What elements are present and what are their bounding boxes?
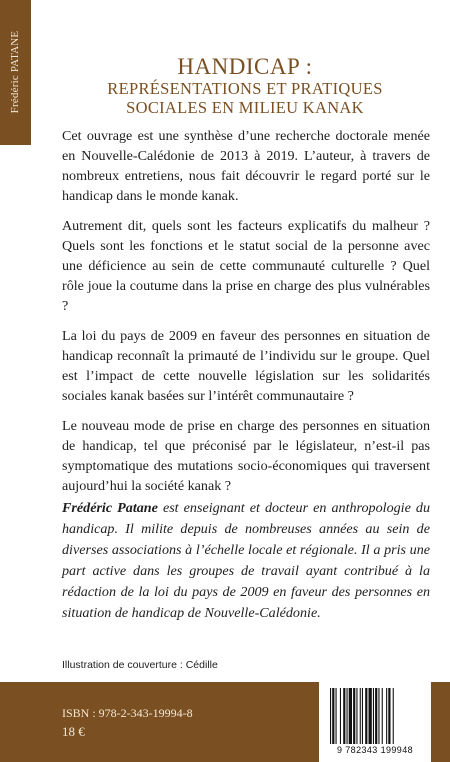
author-bio-text: est enseignant et docteur en anthropologie du handicap. Il milite depuis de nombreuses années au sein de diverses associations à l’échelle locale et régionale. Il a pris une part active dans les groupes de travail ayant contribué à la rédaction de la loi du pays de 2009 en faveur des personnes en situation de handicap de Nouvelle-Calédonie. — [62, 500, 430, 621]
spine-bar — [0, 0, 31, 145]
summary-paragraph: Autrement dit, quels sont les facteurs explicatifs du malheur ? Quels sont les fonctions et le statut social de la personne avec une déficience au sein de cette communauté culturelle ? Quel rôle joue la coutume dans la prise en charge des plus vulnérables ? — [62, 218, 430, 314]
cover-credit: Illustration de couverture : Cédille — [62, 659, 218, 671]
barcode — [319, 682, 431, 762]
price: 18 € — [62, 724, 85, 739]
barcode-number: 9 782343 199948 — [336, 745, 414, 755]
summary-paragraph: La loi du pays de 2009 en faveur des personnes en situation de handicap reconnaît la primauté de l’individu sur le groupe. Quel est l’impact de cette nouvelle législation sur les solidarités sociales kanak basées sur l’intérêt communautaire ? — [62, 328, 430, 404]
isbn: ISBN : 978-2-343-19994-8 — [62, 706, 193, 720]
summary-paragraph: Le nouveau mode de prise en charge des personnes en situation de handicap, tel que préconisé par le législateur, n’est-il pas symptomatique des mutations socio-économiques qui traversent aujourd’hui la société kanak ? — [62, 418, 430, 494]
summary-paragraph: Cet ouvrage est une synthèse d’une recherche doctorale menée en Nouvelle-Calédonie de 2013 à 2019. L’auteur, à travers de nombreux entretiens, nous fait découvrir le regard porté sur le handicap dans le monde kanak. — [62, 128, 430, 204]
title-line-1: HANDICAP : — [177, 54, 313, 79]
spine-author: Frédéric PATANE — [9, 30, 21, 114]
summary-text — [62, 126, 430, 506]
title-line-2: REPRÉSENTATIONS ET PRATIQUES — [107, 79, 383, 98]
book-title — [40, 54, 450, 117]
barcode-bars — [330, 688, 420, 744]
author-bio — [62, 498, 430, 624]
title-line-3: SOCIALES EN MILIEU KANAK — [126, 98, 364, 117]
author-name: Frédéric Patane — [62, 500, 158, 516]
